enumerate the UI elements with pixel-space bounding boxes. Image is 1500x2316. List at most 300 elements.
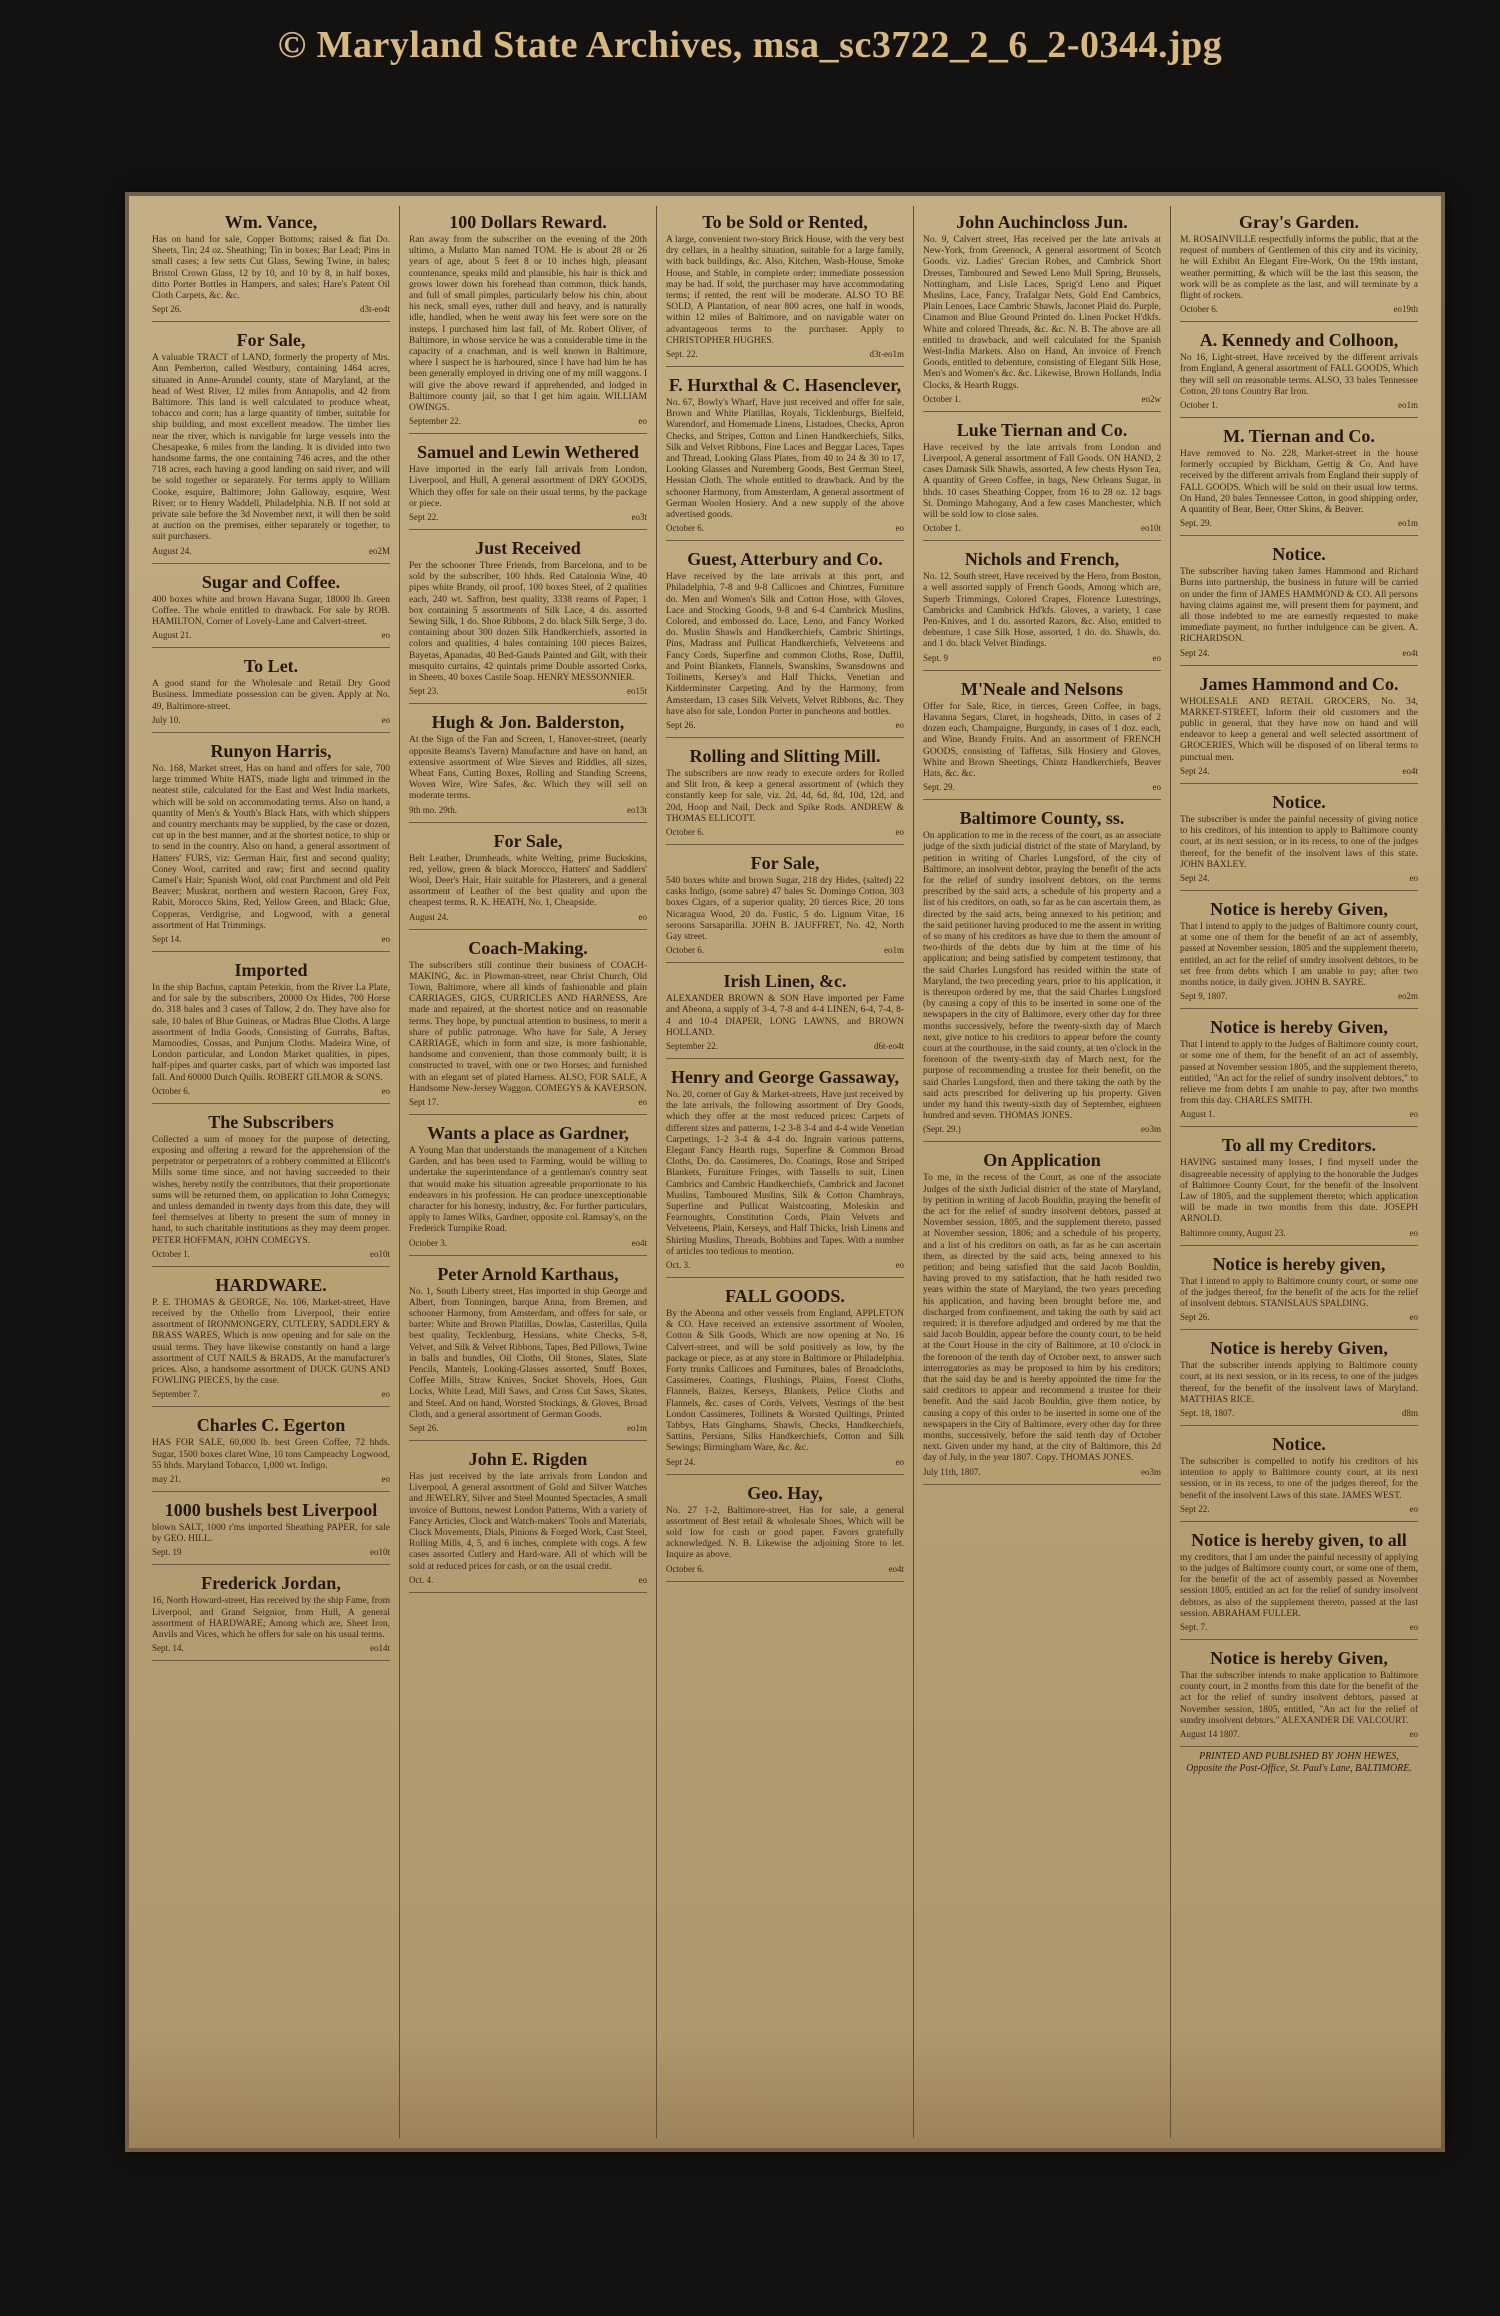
advertisement: [152, 954, 390, 1104]
ad-body: P. E. THOMAS & GEORGE, No. 106, Market-street, Have received by the Othello from Liverpool, their entire assortment of IRONMONGERY, CUTLERY, SADDLERY & BRASS WARES, Which is now opening and for sale on the usual terms. They have likewise constantly on hand a large assortment of CUT NAILS & BRADS, At the manufacturer's prices. Also, a handsome assortment of DUCK GUNS AND FOWLING PIECES, by the case.: [152, 1297, 390, 1387]
ad-title: 1000 bushels best Liverpool: [164, 1500, 378, 1521]
ad-title: For Sale,: [750, 852, 820, 873]
ad-body: The subscriber is compelled to notify his creditors of his intention to apply to Baltimore county court, at its next session, or in its recess, to one of the judges thereof, for the benefit of the insolvent Laws of this state. JAMES WEST.: [1180, 1456, 1418, 1501]
ad-run-code: eo10t: [370, 1547, 390, 1558]
ad-run-code: eo4t: [1402, 765, 1418, 776]
advertisement: [1180, 1248, 1418, 1331]
ad-run-code: eo: [1409, 1503, 1418, 1514]
ad-meta: [923, 523, 1161, 534]
ad-meta: [409, 1097, 647, 1108]
ad-date: October 6.: [666, 523, 704, 534]
advertisement: [666, 1280, 904, 1475]
ad-title: To all my Creditors.: [1221, 1135, 1376, 1156]
ad-meta: [1180, 991, 1418, 1002]
ad-body: No. 168, Market street, Has on hand and offers for sale, 700 large trimmed White HATS, made light and trimmed in the neatest stile, calculated for the East and West India markets, which will be sold on accommodating terms. Also on hand, a quantity of Men's & Youth's Black Hats, with which shippers and country merchants may be supplied, by the case or dozen, cut up in the best manner, and at the shortest notice, to ship or to send in the country. Also on hand, a general assortment of Hatters' FURS, viz: German Hair, first and second quality; Coney Wool, carrited and raw; first and second quality Camel's Hair; Spanish Wool, old coat Parchment and old Pelt Beaver; Muskrat, northern and western Racoon, Grey Fox, Rabit, Morocco Skins, Red, Yellow Green, and Black; Glue, Copperas, Verdigrise, and Logwood, with a general assortment of Hat Trimmings.: [152, 763, 390, 931]
ad-date: Sept 23.: [409, 686, 439, 697]
ad-body: Belt Leather, Drumheads, white Welting, prime Buckskins, red, yellow, green & black Morocco, Hatters' and Saddlers' Wool, Deer's Hair, Hair suitable for Plasterers, and a general assortment of Leather of the best quality and upon the cheapest terms. R. K. HEATH, No. 1, Cheapside.: [409, 853, 647, 909]
ad-body: No. 20, corner of Gay & Market-streets, Have just received by the late arrivals, the following assortment of Dry Goods, which they offer at the most reduced prices: Carpets of different sizes and patterns, 1-2 3-8 3-4 and 4-4 wide Venetian Carpetings, 1-2 3-4 & 4-4 do. Ingrain various patterns, Elegant Fancy Hearth rugs, Superfine & Common Broad Cloths, Do. do. Cassimeres, Do. Coatings, Rose and Striped Blankets, Furniture Fringes, with Tassells to suit, Linen Cambrics and Cambric Handkerchiefs, Cambrick and Jaconet Muslins, Tamboured Muslins, Silk & Cotton Chambrays, Superfine and Pullicat Waistcoating, Moleskin and Fearnoughts, Constitution Cords, Plain Velvets and Velveteens, Plain, Kerseys, and Half Thicks, Irish Linens and Shirting Muslins, Threads, Bobbins and Tapes. With a number of articles too tedious to mention.: [666, 1089, 904, 1257]
advertisement: [923, 1144, 1161, 1484]
ad-date: October 1.: [923, 523, 961, 534]
advertisement: [152, 1494, 390, 1565]
ad-body: The subscribers still continue their business of COACH-MAKING, &c. in Plowman-street, near Christ Church, Old Town, Baltimore, where all kinds of fashionable and plain CARRIAGES, GIGS, CURRICLES AND HARNESS, Are made and repaired, at the shortest notice and on reasonable terms. They hope, by punctual attention to business, to merit a share of public patronage. Who have for Sale, A Jersey CARRIAGE, which in form and size, is more fashionable, handsome and convenient, than those commonly built; it is constructed to travel, with one or two Horses; and furnished with an elegant set of plated Harness. ALSO, FOR SALE, A Handsome New-Jersey Waggon. COMEGYS & KAVERSON.: [409, 960, 647, 1094]
ad-body: That I intend to apply to the judges of Baltimore county court, at some one of them for the benefit of an act of assembly, passed at November session, 1805 and the supplement thereto, entitled, an act for the relief of sundry insolvent debtors, to be set free from debts which I am unable to pay; after two months notice, in daily given. JOHN B. SAYRE.: [1180, 921, 1418, 988]
ad-meta: [409, 912, 647, 923]
ad-date: Sept 26.: [666, 719, 696, 730]
ad-meta: [152, 630, 390, 641]
ad-title: John Auchincloss Jun.: [956, 212, 1128, 232]
ad-date: Sept. 29.: [1180, 518, 1212, 529]
ad-run-code: d8m: [1401, 1407, 1418, 1418]
ad-body: Have imported in the early fall arrivals from London, Liverpool, and Hull, A general assortment of DRY GOODS, Which they offer for sale on their usual terms, by the package or piece.: [409, 465, 647, 509]
ad-date: August 21.: [152, 630, 192, 641]
ad-run-code: eo2m: [1398, 991, 1418, 1002]
ad-title: Hugh & Jon. Balderston,: [431, 712, 625, 733]
ad-body: No. 27 1-2, Baltimore-street, Has for sale, a general assortment of Best retail & wholesale Shoes, Which will be sold low for cash or good paper. Favors gratefully acknowledged. N. B. Likewise the adjoining Store to let. Inquire as above.: [666, 1505, 904, 1561]
advertisement: [409, 206, 647, 434]
ad-body: No 16, Light-street, Have received by the different arrivals from England, A general assortment of FALL GOODS, Which they will sell on reasonable terms. ALSO, 33 bales Tennessee Cotton, 20 tons Country Bar Iron.: [1180, 353, 1418, 397]
ad-run-code: eo: [1409, 1312, 1418, 1323]
ad-meta: [1180, 304, 1418, 315]
ad-body: HAVING sustained many losses, I find myself under the disagreeable necessity of applying to the honorable the Judges of Baltimore County Court, for the benefit of the Insolvent Law of 1805, and the supplement thereto; which application will be made in two months from this date. JOSEPH ARNOLD.: [1180, 1158, 1418, 1225]
ad-date: October 6.: [152, 1085, 190, 1096]
ad-meta: [923, 1124, 1161, 1135]
ad-date: October 6.: [666, 1563, 704, 1574]
archive-watermark: © Maryland State Archives, msa_sc3722_2_6_2-0344.jpg: [277, 24, 1223, 66]
ad-meta: [409, 686, 647, 697]
advertisement: [923, 673, 1161, 800]
ad-run-code: d3t-eo4t: [360, 304, 390, 315]
ad-body: No. 12, South street, Have received by the Hero, from Boston, a well assorted supply of French Goods, Among which are, Superb Trimmings, Colored Crapes, Florence Lutestrings, Cambricks and Cambrick Hd'kfs. Gloves, a variety, 1 case Pen-Knives, and 1 do. assorted Razors, &c. Also, entitled to debenture, 1 case Silk Hose, assorted, 1 do. do. Shawls, do. and 1 do. black Velvet Bindings.: [923, 572, 1161, 650]
ad-date: August 24.: [409, 911, 449, 922]
column-1: [143, 206, 400, 2138]
ad-meta: [1180, 400, 1418, 411]
ad-run-code: eo3m: [1141, 1124, 1161, 1135]
ad-meta: [666, 349, 904, 360]
archive-banner: [0, 0, 1500, 90]
ad-date: August 14 1807.: [1180, 1729, 1240, 1740]
ad-date: Sept 22.: [409, 512, 439, 523]
ad-title: Baltimore County, ss.: [959, 808, 1125, 829]
column-4: [914, 206, 1171, 2138]
ad-run-code: eo14t: [370, 1643, 390, 1654]
ad-date: July 11th, 1807.: [923, 1466, 981, 1477]
ad-meta: [1180, 518, 1418, 529]
ad-run-code: eo1m: [627, 1423, 647, 1434]
ad-title: Notice.: [1272, 791, 1326, 812]
ad-meta: [409, 512, 647, 523]
advertisement: [1180, 786, 1418, 891]
advertisement: [923, 802, 1161, 1142]
ad-date: Sept 14.: [152, 933, 182, 944]
ad-run-code: eo2M: [369, 545, 390, 556]
ad-title: To be Sold or Rented,: [702, 212, 868, 232]
advertisement: [152, 1409, 390, 1492]
ad-title: Sugar and Coffee.: [201, 571, 341, 592]
ad-date: October 1.: [152, 1248, 190, 1259]
ad-meta: [666, 827, 904, 838]
advertisement: [1180, 1332, 1418, 1426]
ad-date: October 6.: [1180, 304, 1218, 315]
advertisement: [1180, 1129, 1418, 1245]
ad-meta: [1180, 1228, 1418, 1239]
ad-meta: [152, 1474, 390, 1485]
ad-title: Notice is hereby Given,: [1210, 1338, 1388, 1359]
ad-meta: [666, 1041, 904, 1052]
ad-title: On Application: [983, 1150, 1101, 1171]
ad-date: August 24.: [152, 545, 192, 556]
ad-meta: [1180, 873, 1418, 884]
ad-meta: [152, 1643, 390, 1654]
ad-body: By the Abeona and other vessels from England, APPLETON & CO. Have received an extensive assortment of Woolen, Cotton & Silk Goods, Which are now opening at No. 16 Calvert-street, and will be sold positively as low, by the package or piece, as at any store in Baltimore or Philadelphia. Forty trunks Callicoes and Furnitures, bales of Broadcloths, Cassimeres, Coatings, Flushings, Plains, Forest Cloths, Flannels, Baizes, Kerseys, Blankets, Pelice Cloths and Flannels, &c. cases of Cords, Velvets, Vestings of the best London Cassimeres, Toilinets & Worsted Quiltings, Printed Tabbys, Hats Ginghams, Shawls, Checks, Handkerchiefs, Sattins, Persians, Silks Handkerchiefs, Cotton and Silk Sewings; Birmingham Ware, &c. &c.: [666, 1309, 904, 1454]
ad-body: No. 9, Calvert street, Has received per the late arrivals at New-York, from Greenock, A general assortment of Scotch Goods. viz. Ladies' Grecian Robes, and Cambrick Short Dresses, Tamboured and Sewed Leno Mull Spring, Brussels, Nottingham, and Lisle Laces, Sprig'd Leno and Piquet Muslins, Lace, Fancy, Trafalgar Nets, Gold End Cambrics, Plain Lenoes, Lace Cambric Shawls, Jaconet Plaid do. Purple, Cinamon and Blue Ground Printed do. Linen Pocket H'dkfs. White and colored Threads, &c. &c. N. B. The above are all entitled to drawback, and well calculated for the Spanish West-India Markets. Also on Hand, An invoice of French Goods, entitled to debenture, consisting of Elegant Silk Hose, Men's and Women's &c. &c. Likewise, Brown Hollands, India Clocks, & Hearth Ruggs.: [923, 235, 1161, 391]
ad-title: Notice is hereby given,: [1212, 1253, 1386, 1274]
printer-imprint: PRINTED AND PUBLISHED BY JOHN HEWES, Opposite the Post-Office, St. Paul's Lane, BALTIMORE.: [1186, 1751, 1412, 1775]
ad-title: Notice is hereby given, to all: [1191, 1529, 1407, 1550]
ad-run-code: eo: [1152, 782, 1161, 793]
ad-body: 16, North Howard-street, Has received by the ship Fame, from Liverpool, and Grand Seignior, from Hull, A general assortment of HARDWARE; Among which are, Sheet Iron, Anvils and Vices, which he offers for sale on his usual terms.: [152, 1596, 390, 1641]
ad-meta: [409, 416, 647, 427]
ad-run-code: eo3m: [1141, 1466, 1161, 1477]
ad-title: For Sale,: [236, 330, 306, 351]
ad-title: Runyon Harris,: [210, 740, 332, 761]
ad-meta: [1180, 648, 1418, 659]
ad-body: A valuable TRACT of LAND, formerly the property of Mrs. Ann Pemberton, called Westbury, containing 1464 acres, situated in Anne-Arundel county, state of Maryland, at the head of West River, 12 miles from Annapolis, and 42 from Baltimore. This land is well calculated to produce wheat, tobacco and corn; has a large quantity of timber, suitable for ship building, and most excellent meadow. The timber lies near the river, which is navigable for large vessels into the Chesapeake, 6 miles from the landing. It is divided into two handsome farms, the one containing 746 acres, and the other 718 acres, each having a good landing on said river, and will be sold together or separately. For terms apply to William Cooke, esquire, Baltimore; John Galloway, esquire, West River; or to Henry Waddell, Philadelphia. N.B. If not sold at private sale before the 3d November next, it will then be sold at auction on the premises, either separately or together, to suit purchasers.: [152, 353, 390, 543]
ad-date: may 21.: [152, 1474, 181, 1485]
ad-run-code: eo: [638, 416, 647, 427]
ad-meta: [152, 1086, 390, 1097]
ad-title: To Let.: [243, 656, 299, 677]
ad-run-code: eo4t: [1402, 647, 1418, 658]
ad-title: The Subscribers: [208, 1111, 334, 1132]
ad-date: Sept 24.: [1180, 765, 1210, 776]
advertisement: [1180, 668, 1418, 784]
ad-meta: [1180, 1729, 1418, 1740]
ad-date: Sept 9, 1807.: [1180, 991, 1228, 1002]
ad-date: Sept. 22.: [666, 349, 698, 360]
ad-run-code: eo: [638, 1574, 647, 1585]
ad-body: HAS FOR SALE, 60,000 lb. best Green Coffee, 72 hhds. Sugar, 1500 boxes claret Wine, 10 tons Campeachy Logwood, 55 hhds. Maryland Tobacco, 1,000 wt. Indigo.: [152, 1438, 390, 1471]
ad-run-code: eo15t: [627, 686, 647, 697]
ad-body: No. 1, South Liberty street, Has imported in ship George and Albert, from Tonningen, barque Anna, from Bremen, and schooner Harmony, from Amsterdam, and offers for sale, or barter: White and Brown Platillas, Dowlas, Casterillas, Quila best quality, Tecklenburg, Hessians, white Checks, 5-8, Velvet, and Silk & Velvet Ribbons, Tapes, Bed Pillows, Twine in balls and bundles, Oil Cloths, Oil Stones, Slates, Slate Pencils, Mantels, Looking-Glasses assorted, Snuff Boxes, Coffee Mills, Straw Knives, Socket Shovels, Hoes, Gun Locks, White Lead, Mill Saws, and Cross Cut Saws, Skates, and Steel. And on hand, Worsted Stockings, & Gloves, Broad Cloth, and a general assortment of German Goods.: [409, 1286, 647, 1420]
ad-run-code: eo: [381, 933, 390, 944]
ad-meta: [666, 1260, 904, 1271]
ad-title: Nichols and French,: [964, 549, 1120, 570]
ad-run-code: eo1m: [1398, 518, 1418, 529]
ad-title: F. Hurxthal & C. Hasenclever,: [668, 375, 902, 396]
ad-body: Have received by the late arrivals at this port, and Philadelphia, 7-8 and 9-8 Callicoes and Chintzes, Furniture do. Men and Women's Silk and Cotton Hose, with Gloves, Lace and Stocking Goods, 9-8 and 6-4 Cambrick Muslins, Colored, and embossed do. Lace, Leno, and Fancy Worked do. Muslin Shawls and Handkerchiefs, Cambric Shirtings, Pins, Madrass and Pullicat Handkerchiefs, Velveteens and Fancy Cords, Superfine and common Cloths, Rose, Duffil, and Point Blankets, Flannels, Swanskins, Swansdowns and Toilinetts, Kersey's and Half Thicks, Venetian and Kidderminster Carpeting. And by the Harmony, from Amsterdam, 13 cases Silk Velvets, Velvet Ribbons, &c. They have also for sale, London Porter in puncheons and bottles.: [666, 572, 904, 717]
ad-body: Offer for Sale, Rice, in tierces, Green Coffee, in bags, Havanna Segars, Claret, in hogsheads, Ditto, in cases of 2 dozen each, Champaigne, Burgundy, in cases of 1 doz. each, and Wine, Brandy Fruits. And an assortment of FRENCH GOODS, consisting of Taffetas, Silk Hosiery and Gloves, White and Brown Sheetings, Chintz Handkerchiefs, Beaver Hats, &c. &c.: [923, 701, 1161, 779]
advertisement: [1180, 324, 1418, 418]
ad-date: Sept. 18, 1807.: [1180, 1407, 1235, 1418]
ad-title: Notice.: [1272, 544, 1326, 565]
ad-body: 400 boxes white and brown Havana Sugar, 18000 lb. Green Coffee. The whole entitled to drawback. For sale by ROB. HAMILTON, Corner of Lovely-Lane and Calvert-street.: [152, 594, 390, 628]
ad-body: blown SALT, 1000 r'ms imported Sheathing PAPER, for sale by GEO. HILL.: [152, 1523, 390, 1545]
advertisement: [409, 825, 647, 930]
ad-title: Coach-Making.: [468, 937, 588, 958]
ad-body: That the subscriber intends applying to Baltimore county court, at its next session, or in its recess, to one of the judges thereof, for the benefit of the insolvent laws of Maryland. MATTHIAS RICE.: [1180, 1361, 1418, 1405]
column-5: [1171, 206, 1427, 2138]
ad-meta: [923, 394, 1161, 405]
ad-title: A. Kennedy and Colhoon,: [1199, 330, 1399, 351]
ad-date: Sept 17.: [409, 1096, 439, 1107]
ad-body: To me, in the recess of the Court, as one of the associate Judges of the sixth Judicial district of the state of Maryland, by petition in writing of Jacob Bouldin, praying the benefit of the act for the relief of sundry insolvent debtors, passed at November session, 1805, and the supplement thereto, passed at November session, 1806; and a schedule of his property, and a list of his creditors on oath, as far as he can ascertain them, as directed by the said acts, being annexed to his petition; and being satisfied that the said Jacob Bouldin, having proved to my satisfaction, that he hath resided two years within the state of Maryland, the two years preceding his application, and having been brought before me, and discharged from confinement, and taking the oath by said act required; it is therefore adjudged and ordered by me that the said Jacob Bouldin, appear before the county court, to be held at the Court House in the city of Baltimore, at 10 o'clock in the forenoon of the tenth day of October next, to answer such interrogatories as may be proposed to him by his creditors; that the said day be and is hereby appointed the time for the said creditors to appear and recommend a trustee for their benefit. And the said Jacob Bouldin, give them notice, by causing a copy of this order to be inserted in some one of the newspapers in the City of Baltimore, every other day for three months, successively, before the said tenth day of October next. Given under my hand, at the city of Baltimore, this 2d day of July, in the year 1807. Copy. THOMAS JONES.: [923, 1173, 1161, 1464]
ad-run-code: d3t-eo1m: [869, 349, 904, 360]
ad-title: Notice is hereby Given,: [1210, 1017, 1388, 1038]
ad-body: Has on hand for sale, Copper Bottoms; raised & flat Do. Sheets, Tin; 24 oz. Sheathing; Tin in boxes; Bar Lead; Pins in small cases; a few setts Cut Glass, Sewing Twine, in bales; Bristol Crown Glass, 12 by 10, and 10 by 8, in half boxes, ditto Porter Bottles in Hampers, and sales; Hare's Patent Oil Cloth Carpets, &c. &c.: [152, 235, 390, 302]
ad-run-code: eo13t: [627, 804, 647, 815]
ad-title: Luke Tiernan and Co.: [956, 419, 1128, 440]
advertisement: [409, 532, 647, 704]
ad-title: Notice is hereby Given,: [1210, 898, 1388, 919]
ad-run-code: eo: [1409, 1729, 1418, 1740]
ad-run-code: eo3t: [631, 512, 647, 523]
advertisement: [1180, 538, 1418, 665]
advertisement: [666, 1061, 904, 1278]
advertisement: [923, 543, 1161, 670]
ad-meta: [666, 720, 904, 731]
ad-date: Sept 24.: [1180, 647, 1210, 658]
ad-run-code: eo2w: [1141, 393, 1161, 404]
advertisement: [152, 1567, 390, 1661]
ad-title: Wants a place as Gardner,: [427, 1122, 629, 1143]
advertisement: [152, 650, 390, 733]
ad-meta: [666, 945, 904, 956]
ad-run-code: eo: [381, 1389, 390, 1400]
ad-date: October 1.: [923, 393, 961, 404]
ad-run-code: eo19th: [1393, 304, 1418, 315]
ad-run-code: eo: [638, 1096, 647, 1107]
advertisement: [409, 436, 647, 530]
ad-body: A large, convenient two-story Brick House, with the very best dry cellars, in a healthy situation, suitable for a large family, with back buildings, &c. Also, Kitchen, Wash-House, Smoke House, and Stable, in complete order; immediate possession may be had. If sold, the purchaser may have accommodating terms; if rented, the rent will be moderate. ALSO TO BE SOLD, A Plantation, of near 800 acres, one half in woods, within 12 miles of Baltimore, and on navigable water on advantageous terms to the purchaser. Apply to CHRISTOPHER HUGHES.: [666, 235, 904, 346]
ad-body: The subscriber is under the painful necessity of giving notice to his creditors, of his intention to apply to Baltimore county court, at its next session, or in its recess, to one of the judges thereof, for the benefit of the insolvent laws of this state. JOHN BAXLEY.: [1180, 814, 1418, 870]
ad-run-code: eo: [895, 1456, 904, 1467]
advertisement: [666, 847, 904, 963]
ad-body: 540 boxes white and brown Sugar, 218 dry Hides, (salted) 22 casks Indigo, (some sabre) 47 bales St. Domingo Cotton, 303 boxes Cigars, of a superior quality, 20 tierces Rice, 20 tons Nicaragua Wood, 20 do. Fustic, 5 do. Lignum Vitae, 16 seroons Sarsaparilla. JOHN B. JAUFFRET, No. 42, North Gay street.: [666, 875, 904, 942]
newspaper-page: [125, 192, 1445, 2152]
advertisement: [409, 932, 647, 1115]
advertisement: [666, 740, 904, 845]
ad-date: Sept. 19: [152, 1547, 182, 1558]
ad-meta: [1180, 1312, 1418, 1323]
ad-date: Sept 26.: [1180, 1312, 1210, 1323]
ad-meta: [923, 782, 1161, 793]
advertisement: [152, 735, 390, 952]
ad-body: Have removed to No. 228, Market-street in the house formerly occupied by Bickham, Gettig & Co. And have received by the different arrivals from England their supply of FALL GOODS. Which will be sold on their usual low terms. On Hand, 20 bales Tennessee Cotton, in good shipping order, A quantity of Bear, Beer, Otter Skins, & Beaver.: [1180, 449, 1418, 516]
ad-body: Collected a sum of money for the purpose of detecting, exposing and offering a reward for the apprehension of the perpetrator or perpetrators of a robbery committed at Ellicott's Mills some time since, and not having succeeded to their wishes, hereby notify the contributors, that their proportionate sums will be returned them, on application to John Comegys; and unless demanded in twenty days from this date, they will feel themselves at liberty to present the sum of money in hand, to such charitable institutions as they may deem proper. PETER HOFFMAN, JOHN COMEGYS.: [152, 1134, 390, 1246]
ad-run-code: eo: [1409, 1227, 1418, 1238]
advertisement: [923, 414, 1161, 541]
ad-meta: [1180, 1622, 1418, 1633]
advertisement: [152, 566, 390, 649]
ad-body: Ran away from the subscriber on the evening of the 20th ultimo, a Mulatto Man named TOM. He is about 28 or 26 years of age, about 5 feet 8 or 10 inches high, pleasant countenance, speaks mild and plausible, his hair is thick and grows lower down his forehead than common, thick hands, and full of small pimples, particularly below his chin, about his neck, small eyes, rather dull and heavy, and is naturally idle, handled, when he went away his feet were sore on the insteps. I purchased him last fall, of Mr. Robert Oliver, of Baltimore, in whose service he was a considerable time in the capacity of a coachman, and is well known in Baltimore, where I suspect he is harboured, since I have had him he has been generally employed in driving one of my mill waggons. I will give the above reward if apprehended, and lodged in Baltimore county jail, so that I get him again. WILLIAM OWINGS.: [409, 235, 647, 414]
ad-meta: [152, 934, 390, 945]
ad-date: Sept. 9: [923, 652, 949, 663]
ad-run-code: eo: [1409, 1109, 1418, 1120]
ad-body: M. ROSAINVILLE respectfully informs the public, that at the request of numbers of Gentlemen of this city and its vicinity, he will Exhibit An Elegant Fire-Work, On the 19th instant, weather permitting, & which will be the last this season, the work will be as complete as the last, and will terminate by a flight of rockets.: [1180, 235, 1418, 302]
ad-run-code: eo10t: [370, 1248, 390, 1259]
ad-body: Have received by the late arrivals from London and Liverpool, A general assortment of Fall Goods. ON HAND, 2 cases Damask Silk Shawls, assorted, A few chests Hyson Tea, A quantity of Green Coffee, in bags, New Orleans Sugar, in hhds. 10 cases Sheathing Copper, from 16 to 28 oz. 12 bags St. Domingo Mahogany, And a few cases Manchester, which will be sold low to close sales.: [923, 442, 1161, 521]
ad-title: Guest, Atterbury and Co.: [687, 549, 883, 570]
ad-run-code: eo: [1409, 872, 1418, 883]
ad-meta: [152, 1249, 390, 1260]
advertisement: [1180, 206, 1418, 322]
ad-meta: [923, 1467, 1161, 1478]
ad-meta: [1180, 1408, 1418, 1419]
ad-date: Oct. 4.: [409, 1574, 434, 1585]
ad-date: July 10.: [152, 714, 181, 725]
ad-title: James Hammond and Co.: [1199, 673, 1399, 694]
ad-body: No. 67, Bowly's Wharf, Have just received and offer for sale, Brown and White Platillas, Royals, Ticklenburgs, Bielfeld, Warendorf, and Homemade Linens, Listadoes, Checks, Apron Checks, and Stripes, Cotton and Linen Handkerchiefs, Silks, Silk and Velvet Ribbons, Fine Laces and Beggar Laces, Tapes and Thread, Looking Glass Plates, from 40 to 24 & 30 to 17, Looking Glasses and Nuremberg Goods, Best German Steel, Hessian Cloth. The whole entitled to drawback. And by the schooner Harmony, from Amsterdam, A general assortment of German Woolen Hosiery. And a new supply of the above advertised goods.: [666, 398, 904, 521]
ad-title: Notice.: [1272, 1433, 1326, 1454]
ad-date: October 1.: [1180, 400, 1218, 411]
ad-date: Sept 26.: [152, 304, 182, 315]
ad-meta: [409, 1238, 647, 1249]
ad-body: A Young Man that understands the management of a Kitchen Garden, and has been used to Farming, would be willing to undertake the superintendance of a gentleman's country seat that would make his situation agreeable proportionate to his endeavors in his profession. He can produce unexceptionable character for his honesty, industry, &c. For further particulars, apply to James Wilks, Gardner, opposite col. Ramsay's, on the Frederick Turnpike Road.: [409, 1145, 647, 1235]
advertisement: [666, 206, 904, 367]
advertisement: [409, 1258, 647, 1441]
ad-body: A good stand for the Wholesale and Retail Dry Good Business. Immediate possession can be given. Apply at No. 49, Baltimore-street.: [152, 679, 390, 712]
ad-body: That the subscriber intends to make application to Baltimore county court, in 2 months from this date for the benefit of the act for the relief of sundry insolvent debtors, passed at November session, 1805, entitled, "An act for the relief of sundry insolvent debtors." ALEXANDER DE VALCOURT.: [1180, 1671, 1418, 1726]
ad-title: FALL GOODS.: [725, 1286, 845, 1306]
advertisement: [152, 206, 390, 322]
column-2: [400, 206, 657, 2138]
advertisement: [1180, 420, 1418, 536]
ad-meta: [152, 304, 390, 315]
ad-date: Sept 26.: [409, 1423, 439, 1434]
ad-run-code: eo: [381, 1474, 390, 1485]
advertisement: [666, 543, 904, 738]
ad-run-code: eo4t: [631, 1237, 647, 1248]
ad-body: WHOLESALE AND RETAIL GROCERS, No. 34, MARKET-STREET, Inform their old customers and the public in general, that they have now on hand and will endeavor to keep a general and well selected assortment of GROCERIES, Which will be disposed of on liberal terms to punctual men.: [1180, 696, 1418, 763]
ad-meta: [409, 1423, 647, 1434]
ad-date: August 1.: [1180, 1109, 1216, 1120]
ad-meta: [666, 523, 904, 534]
ad-title: Gray's Garden.: [1239, 212, 1359, 232]
advertisement: [666, 1477, 904, 1582]
advertisement: [1180, 1428, 1418, 1522]
ad-run-code: eo10t: [1141, 523, 1161, 534]
ad-run-code: eo: [381, 714, 390, 725]
ad-run-code: eo1m: [884, 945, 904, 956]
ad-date: September 22.: [666, 1040, 718, 1051]
ad-title: Irish Linen, &c.: [723, 971, 847, 992]
ad-meta: [152, 1547, 390, 1558]
ad-run-code: eo: [895, 826, 904, 837]
ad-title: Just Received: [475, 538, 581, 559]
ad-run-code: eo: [1152, 652, 1161, 663]
column-3: [657, 206, 914, 2138]
ad-meta: [152, 546, 390, 557]
ad-date: Oct. 3.: [666, 1260, 691, 1270]
advertisement: [666, 369, 904, 541]
ad-title: For Sale,: [493, 830, 563, 851]
ad-body: That I intend to apply to Baltimore county court, or some one of the judges thereof, for the benefit of the acts for the relief of insolvent debtors. STANISLAUS SPALDING.: [1180, 1276, 1418, 1309]
advertisement: [409, 1117, 647, 1256]
ad-title: Rolling and Slitting Mill.: [689, 745, 881, 766]
ad-title: M'Neale and Nelsons: [961, 678, 1123, 699]
ad-date: September 7.: [152, 1389, 200, 1400]
ad-meta: [152, 715, 390, 726]
ad-title: Samuel and Lewin Wethered: [417, 442, 639, 463]
ad-meta: [666, 1457, 904, 1468]
ad-title: Henry and George Gassaway,: [671, 1066, 899, 1087]
ad-date: September 22.: [409, 416, 461, 427]
ad-body: The subscribers are now ready to execute orders for Rolled and Slit Iron, & keep a general assortment of (which they constantly keep for sale, viz. 2d, 4d, 6d, 8d, 10d, 12d, and 20d, Hoop and Nail, Deck and Spike Rods. ANDREW & THOMAS ELLICOTT.: [666, 768, 904, 824]
ad-body: In the ship Bachus, captain Peterkin, from the River La Plate, and for sale by the subscribers, 20000 Ox Hides, 700 Horse do. 318 bales and 3 cases of Tallow, 2 do. They have also for sale, 10 bales of Blue Guineas, or Madras Blue Cloths. A large assortment of India Goods, Consisting of Gurrahs, Baftas, Mamoodies, Cossas, and Punjum Cloths. Madeira Wine, of London particular, and London Market qualities, in pipes, half-pipes and quarter casks, part of which was imported last fall. And 60000 Dutch Quills. ROBERT GILMOR & SONS.: [152, 982, 390, 1083]
ad-meta: [409, 805, 647, 816]
ad-meta: [1180, 766, 1418, 777]
ad-date: Sept. 7.: [1180, 1622, 1208, 1633]
ad-run-code: eo: [381, 630, 390, 641]
ad-meta: [923, 653, 1161, 664]
advertisement: [152, 1106, 390, 1267]
ad-run-code: eo4t: [888, 1563, 904, 1574]
ad-run-code: eo: [1409, 1622, 1418, 1633]
ad-date: Baltimore county, August 23.: [1180, 1227, 1286, 1238]
ad-run-code: eo1m: [1398, 400, 1418, 411]
ad-date: (Sept. 29.): [923, 1124, 961, 1135]
advertisement: [152, 324, 390, 563]
ad-body: At the Sign of the Fan and Screen, 1, Hanover-street, (nearly opposite Beams's Tavern) Manufacture and have on hand, an extensive assortment of Wire Sieves and Riddles, all sizes, Wheat Fans, Cutting Boxes, Rolling and Standing Screens, Woven Wire, Wire Safes, &c. Which they will sell on moderate terms.: [409, 735, 647, 802]
advertisement: [666, 965, 904, 1059]
advertisement: [1180, 1642, 1418, 1747]
ad-body: Has just received by the late arrivals from London and Liverpool, A general assortment of Gold and Silver Watches and JEWELRY, Silver and Steel Mounted Spectacles, A small invoice of Buttons, newest London Patterns, With a variety of Fancy Articles, Clock and Watch-makers' Tools and Materials, Clock Movements, Dials, Pinions & Forged Work, Cast Steel, Rolling Mills, 4, 5, and 6 inches, complete with cogs. A few cases assorted Cutlery and Hard-ware. All of which will be sold at reduced prices for cash, or on the usual credit.: [409, 1472, 647, 1572]
ad-run-code: eo: [895, 1260, 904, 1270]
ad-run-code: eo: [895, 523, 904, 534]
ad-run-code: eo: [638, 911, 647, 922]
ad-meta: [1180, 1109, 1418, 1120]
ad-date: 9th mo. 29th.: [409, 804, 458, 815]
ad-title: M. Tiernan and Co.: [1223, 426, 1375, 447]
ad-date: Sept 22.: [1180, 1503, 1210, 1514]
ad-title: Charles C. Egerton: [196, 1415, 346, 1436]
ad-body: Per the schooner Three Friends, from Barcelona, and to be sold by the subscriber, 100 hhds. Red Catalonia Wine, 40 pipes white Brandy, oil proof, 100 boxes Steel, of 2 qualities each, 240 wt. Saffron, best quality, 3338 reams of Paper, 1 box containing 5 assortments of Silk Lace, 4 do. assorted Sewing Silk, 1 do. Shoe Ribbons, 2 do. black Silk Serge, 3 do. containing about 300 dozen Silk Handkerchiefs, assorted in colors and qualities, 4 bales containing 100 pieces Baizes, Bayetas, Apanadas, 40 Bed-Gauds Painted and Gilt, with their musquito curtains, 42 quintals prime Double assorted Corks, in Sheets, 40 boxes Castile Soap. HENRY MESSONNIER.: [409, 561, 647, 684]
advertisement: [409, 706, 647, 822]
ad-date: Sept 24.: [666, 1456, 696, 1467]
advertisement: [409, 1443, 647, 1593]
ad-body: The subscriber having taken James Hammond and Richard Burns into partnership, the business in future will be carried on under the firm of JAMES HAMMOND & CO. All persons having claims against me, will present them for payment, and all those indebted to me are earnestly requested to make immediate payment, no further indulgence can be given. A. RICHARDSON.: [1180, 567, 1418, 645]
ad-title: 100 Dollars Reward.: [449, 212, 607, 232]
ad-date: October 6.: [666, 945, 704, 956]
ad-body: my creditors, that I am under the painful necessity of applying to the judges of Baltimore county court, or some one of them, for the benefit of the act of assembly passed at November session 1805, entitled an act for the relief of sundry insolvent debtors, as also of the supplement thereto, passed at the last session. ABRAHAM FULLER.: [1180, 1552, 1418, 1619]
column-container: [143, 206, 1427, 2138]
ad-title: Geo. Hay,: [747, 1482, 823, 1503]
ad-run-code: eo: [895, 719, 904, 730]
ad-title: John E. Rigden: [468, 1449, 588, 1470]
ad-date: Sept. 29.: [923, 782, 955, 793]
ad-title: Frederick Jordan,: [201, 1573, 341, 1594]
ad-body: That I intend to apply to the Judges of Baltimore county court, or some one of them, for the benefit of an act of assembly, passed at November session 1805, and the supplement thereto, entitled, "An act for the relief of sundry insolvent debtors," to relieve me from debts I am unable to pay, after two months from this day. CHARLES SMITH.: [1180, 1040, 1418, 1107]
ad-body: ALEXANDER BROWN & SON Have imported per Fame and Abeona, a supply of 3-4, 7-8 and 4-4 LINEN, 6-4, 7-4, 8-4 and 10-4 DIAPER, LONG LAWNS, and BROWN HOLLAND.: [666, 994, 904, 1038]
advertisement: [1180, 1524, 1418, 1640]
advertisement: [1180, 1011, 1418, 1127]
ad-date: October 3.: [409, 1237, 447, 1248]
ad-date: Sept. 14.: [152, 1643, 184, 1654]
advertisement: [152, 1269, 390, 1408]
ad-meta: [1180, 1504, 1418, 1515]
advertisement: [1180, 893, 1418, 1009]
ad-title: Wm. Vance,: [224, 212, 318, 232]
ad-title: HARDWARE.: [215, 1274, 327, 1295]
advertisement: [923, 206, 1161, 412]
ad-body: On application to me in the recess of the court, as an associate judge of the sixth judicial district of the state of Maryland, by petition in writing of Charles Lungsford, of the city of Baltimore, an insolvent debtor, praying the benefit of the acts for the relief of sundry insolvent debtors, on the terms prescribed by the said acts, a schedule of his property and a list of his creditors, on oath, so far as he can ascertain them, as directed by the said acts, being annexed to his petition; and the said petitioner having produced to me the assent in writing of so many of his creditors as have due to them the amount of two-thirds of the debts due by him at the time of his application; and being satisfied by competent testimony, that the said Charles Lungsford has resided within the state of Maryland, the two preceding years, prior to his application, it is thereupon ordered by me, that the said Charles Lungsford (by causing a copy of this to be inserted in some one of the newspapers in the city of Baltimore, every other day for three months successively, before the twenty-sixth day of March next, give notice to his creditors to appear before the county court at the courthouse, in the said county, at ten o'clock in the forenoon of the twenty-sixth day of March next, for the purpose of recommending a trustee for their benefit, on the said Charles Lungsford, then and there taking the oath by the said acts prescribed for delivering up his property. Given under my hand this twenty-sixth day of September, eighteen hundred and seven. THOMAS JONES.: [923, 831, 1161, 1122]
ad-meta: [152, 1389, 390, 1400]
ad-date: Sept 24.: [1180, 872, 1210, 883]
ad-meta: [409, 1575, 647, 1586]
ad-meta: [666, 1564, 904, 1575]
ad-title: Peter Arnold Karthaus,: [437, 1263, 619, 1284]
ad-title: Notice is hereby Given,: [1210, 1648, 1388, 1669]
